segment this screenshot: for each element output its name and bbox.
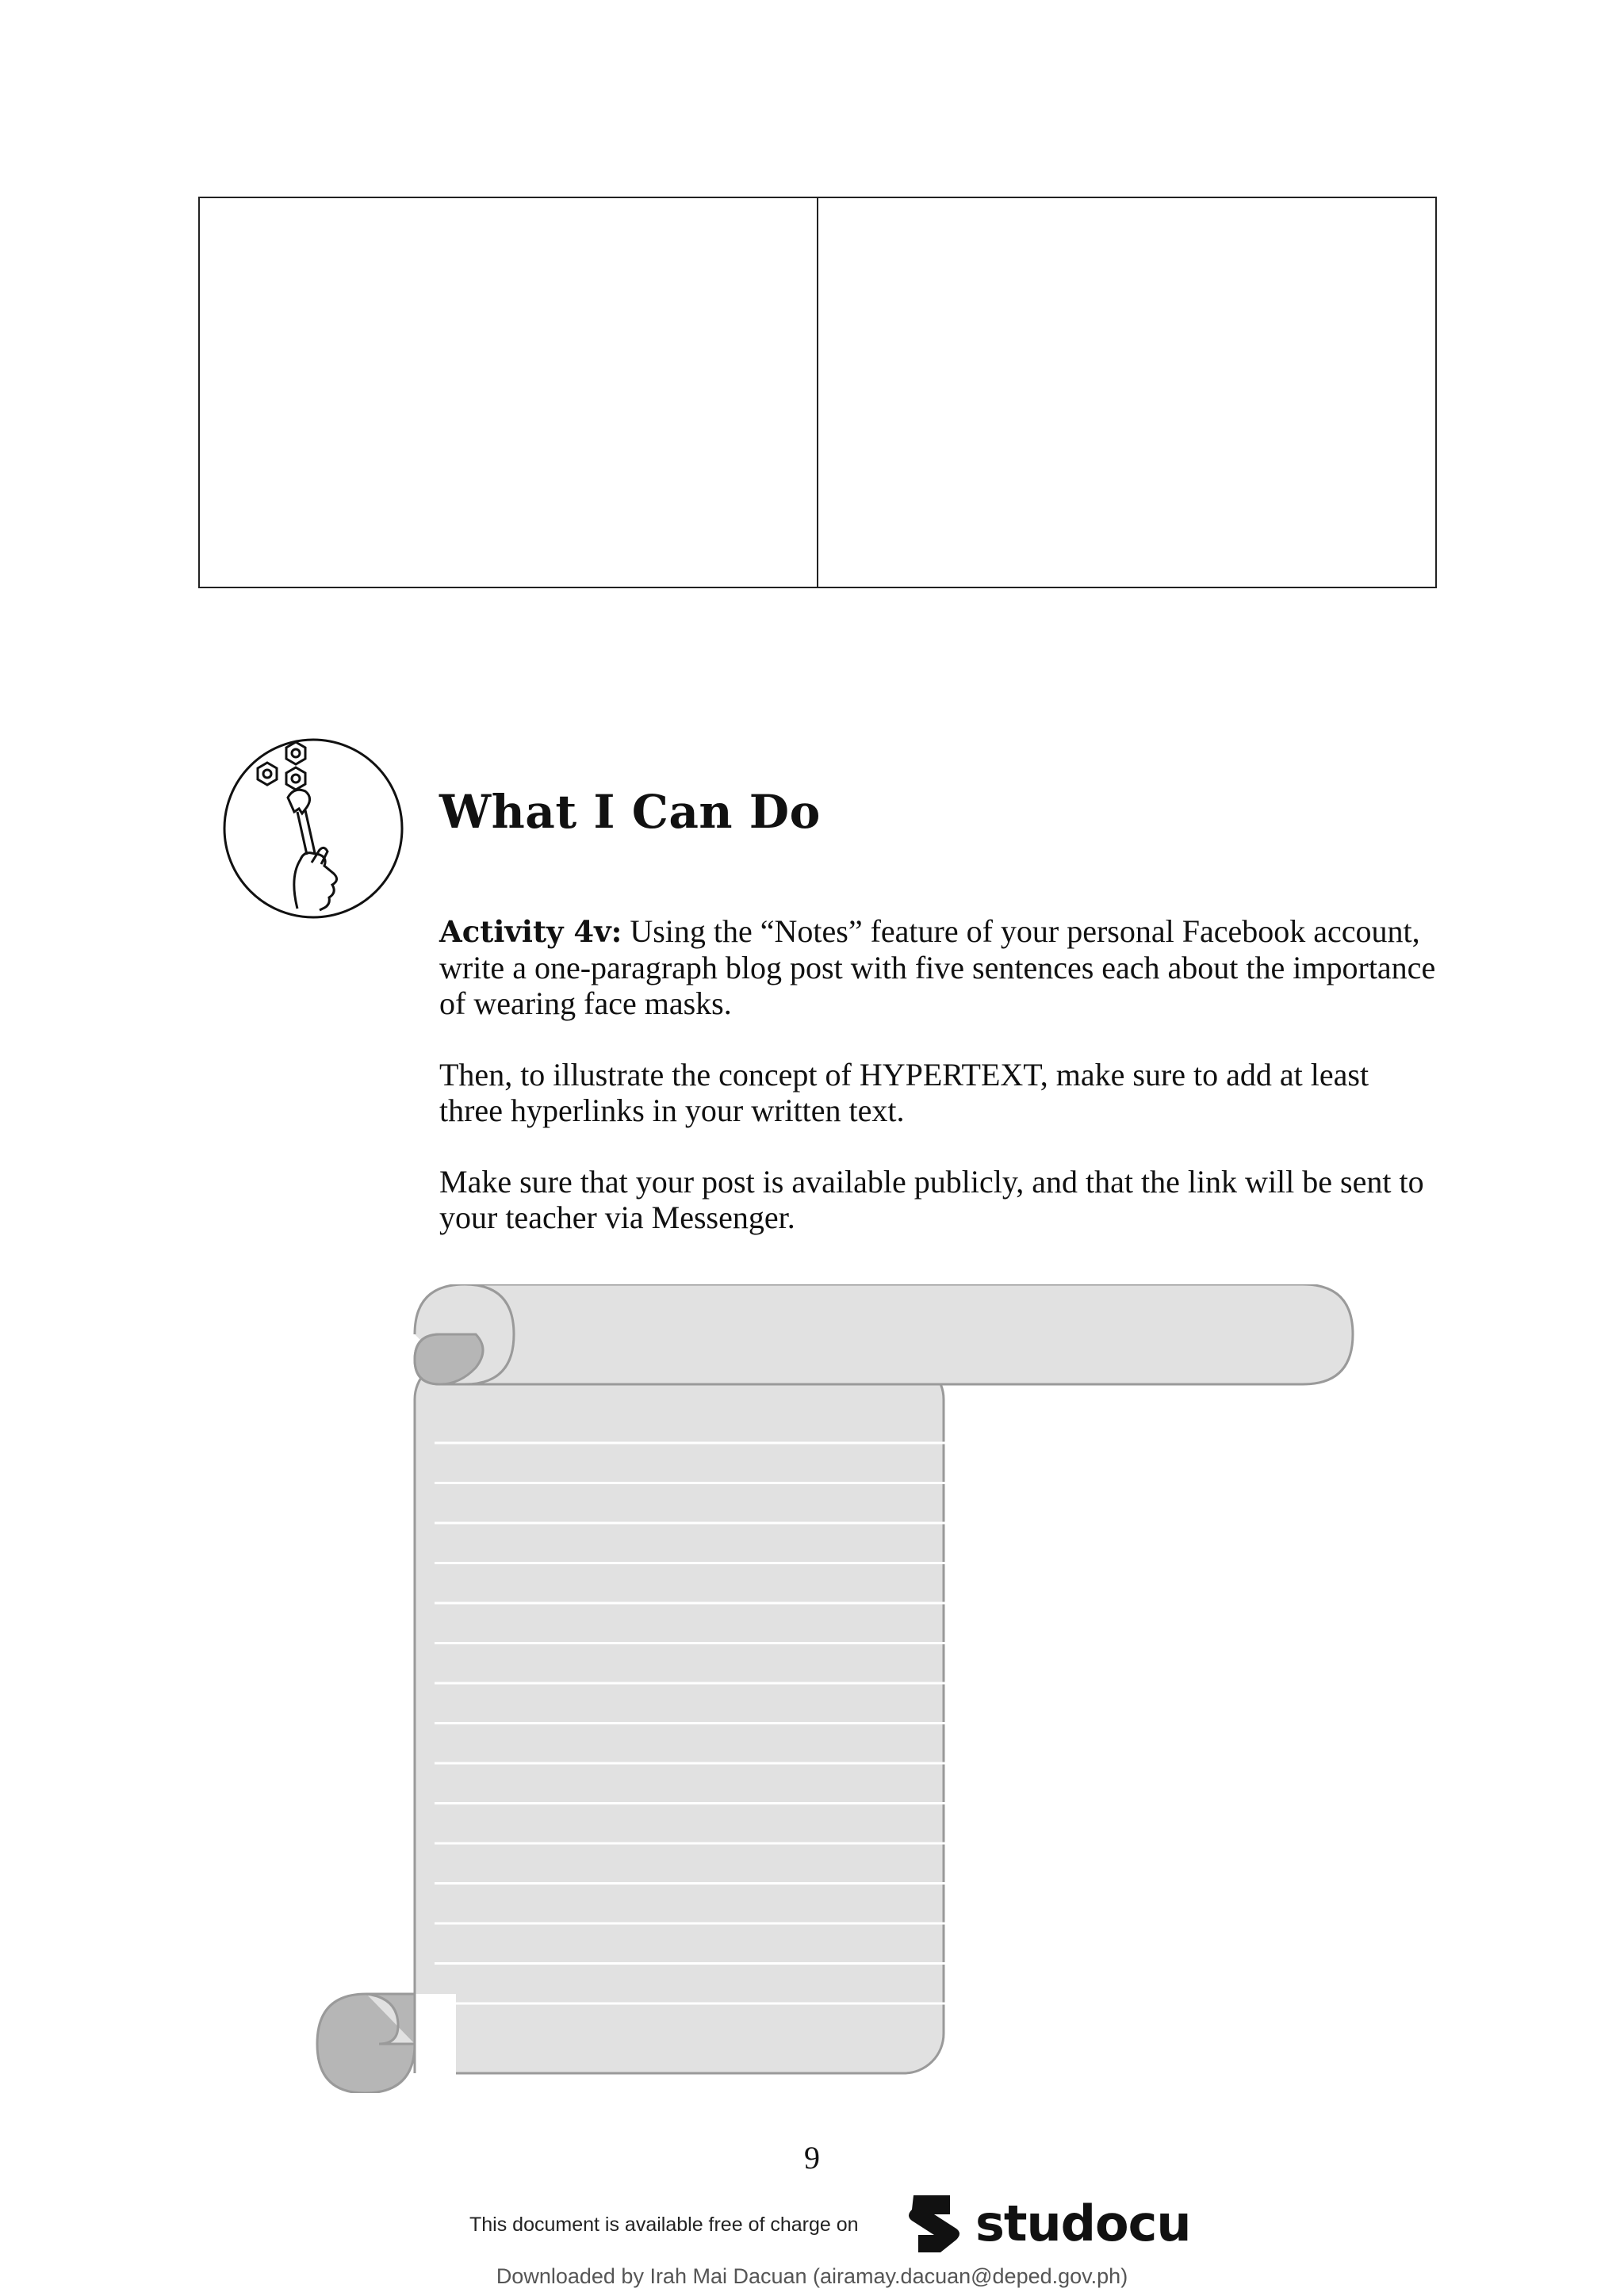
section-title: What I Can Do [439, 785, 821, 839]
availability-text: This document is available free of charge on [469, 2214, 859, 2236]
studocu-logo-icon [902, 2191, 967, 2256]
studocu-brand[interactable] [902, 2190, 1191, 2256]
brand-name: studocu [975, 2194, 1191, 2252]
activity-instructions [439, 913, 1438, 1271]
activity-paragraph-1-text: Using the “Notes” feature of your personal Facebook account, write a one-paragraph blog post with five sentences each about the importance of wearing face masks. [439, 913, 1436, 1021]
scroll-bottom-curl [317, 1994, 456, 2093]
page-number: 9 [804, 2140, 820, 2175]
paper-scroll-icon[interactable] [309, 1284, 1356, 2093]
activity-label: Activity 4v: [439, 914, 622, 949]
scroll-body [415, 1360, 944, 2073]
activity-paragraph-3: Make sure that your post is available publicly, and that the link will be sent to your teacher via Messenger. [439, 1164, 1424, 1235]
activity-paragraph-2: Then, to illustrate the concept of HYPERTEXT, make sure to add at least three hyperlinks in your written text. [439, 1057, 1369, 1128]
answer-cell-left[interactable] [200, 198, 817, 587]
blank-answer-table [198, 197, 1437, 588]
hand-with-wrench-and-nuts-icon [218, 729, 408, 928]
activity-paragraph-1 [439, 913, 1438, 1021]
answer-cell-right[interactable] [817, 198, 1435, 587]
scroll-top-roll [415, 1284, 1353, 1384]
download-attribution: Downloaded by Irah Mai Dacuan (airamay.dacuan@deped.gov.ph) [496, 2264, 1128, 2288]
